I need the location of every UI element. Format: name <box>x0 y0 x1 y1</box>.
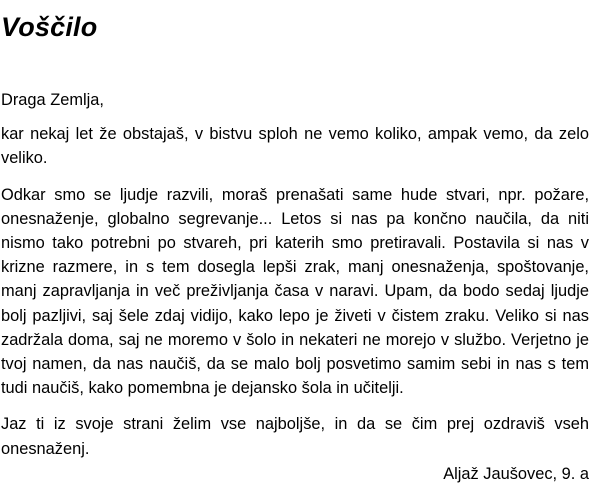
letter-greeting: Draga Zemlja, <box>1 91 104 109</box>
letter-signature: Aljaž Jaušovec, 9. a <box>443 465 589 483</box>
paragraph-closing: Jaz ti iz svoje strani želim vse najboljše, in da se čim prej ozdraviš vseh onesnaženj. <box>1 415 589 458</box>
paragraph-intro: kar nekaj let že obstajaš, v bistvu sploh ne vemo koliko, ampak vemo, da zelo veliko. <box>1 125 589 168</box>
document-title: Voščilo <box>1 12 98 42</box>
paragraph-main: Odkar smo se ljudje razvili, moraš prenašati same hude stvari, npr. požare, onesnaženje, globalno segrevanje... Letos si nas pa končno naučila, da niti nismo tako potrebni po stvareh, pri katerih smo pretiravali. Postavila si nas v krizne razmere, in s tem dosegla lepši zrak, manj onesnaženja, spoštovanje, manj zapravljanja in več preživljanja časa v naravi. Upam, da bodo sedaj ljudje bolj pazljivi, saj šele zdaj vidijo, kako lepo je živeti v čistem zraku. Veliko si nas zadržala doma, saj ne moremo v šolo in nekateri ne morejo v službo. Verjetno je tvoj namen, da nas naučiš, da se malo bolj posvetimo samim sebi in nas s tem tudi naučiš, kako pomembna je dejansko šola in učitelji. <box>1 185 589 398</box>
letter-body <box>1 88 589 473</box>
